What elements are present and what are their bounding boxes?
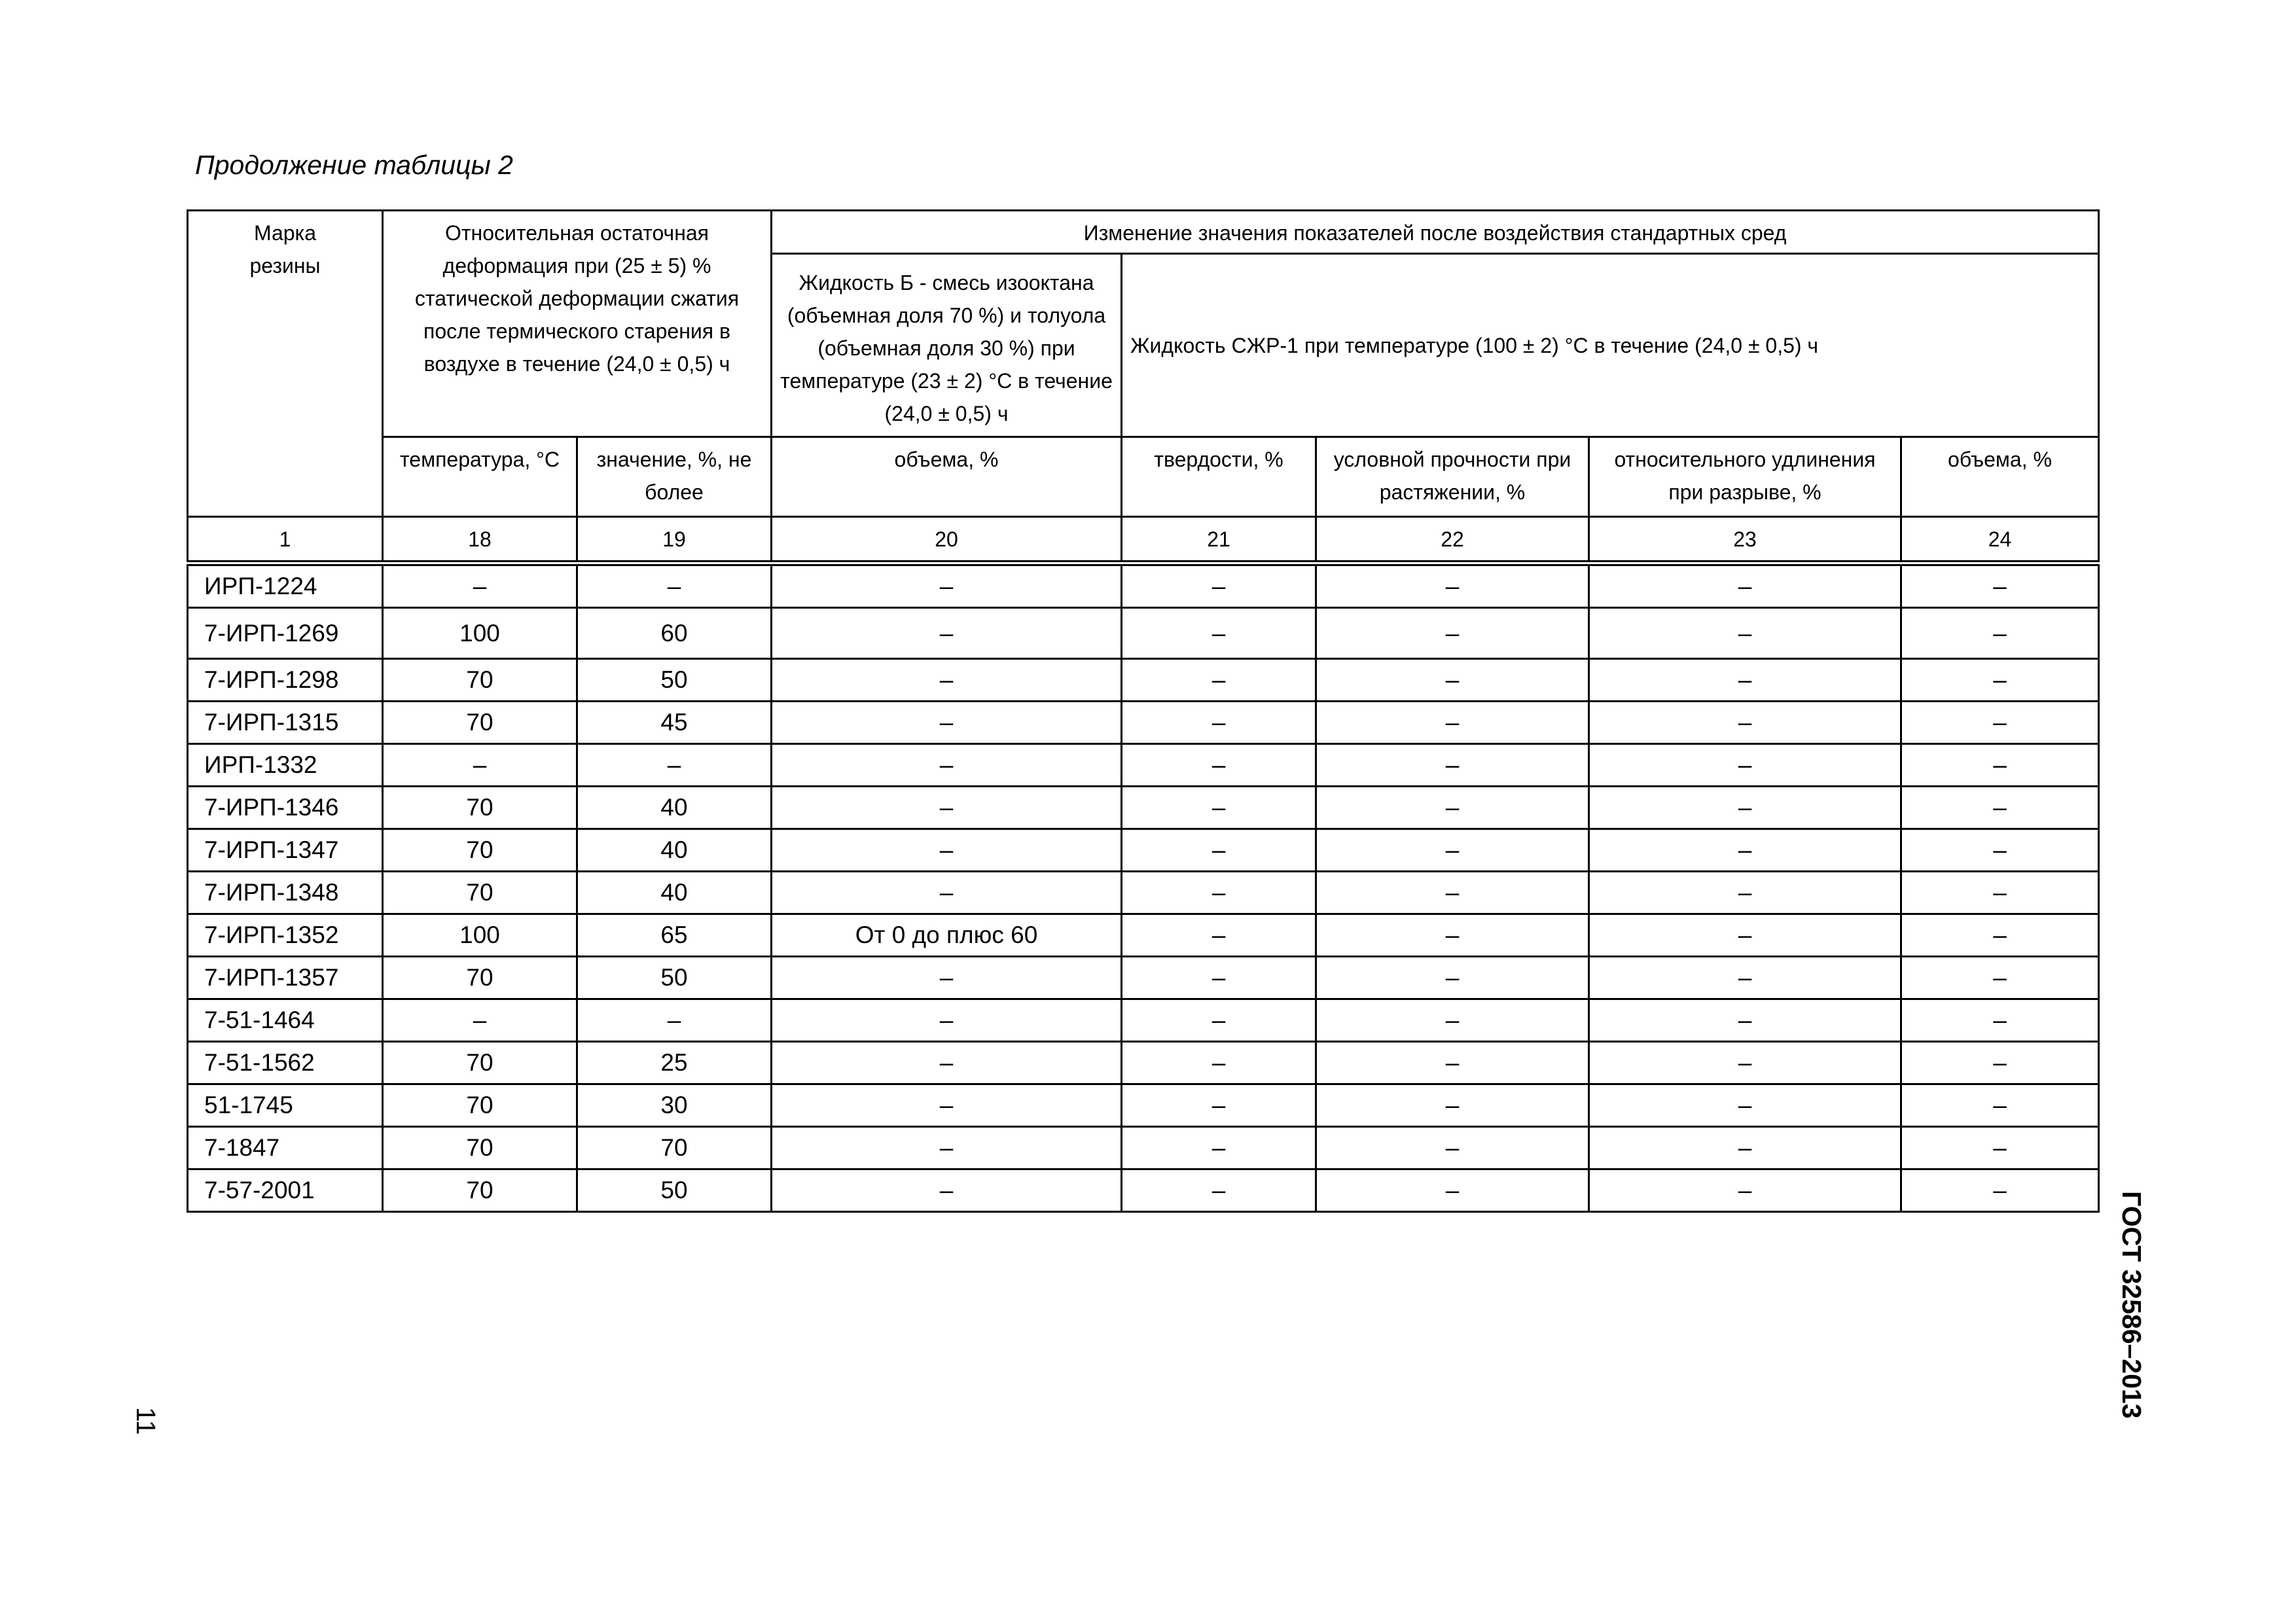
table-row [188,1084,2099,1127]
value-cell: – [1122,563,1316,608]
value-cell: 70 [383,702,577,744]
value-cell: – [1901,563,2099,608]
rubber-grade-cell: 7-57-2001 [188,1169,383,1212]
value-cell: – [1901,1169,2099,1212]
header-strength: условной прочности при растяжении, % [1316,437,1589,517]
value-cell: 70 [383,787,577,829]
value-cell: 100 [383,914,577,957]
value-cell: 45 [577,702,772,744]
value-cell: – [1901,608,2099,659]
rubber-grade-cell: 7-ИРП-1352 [188,914,383,957]
value-cell: – [1589,563,1901,608]
col-number: 22 [1316,517,1589,563]
table-row [188,1169,2099,1212]
value-cell: – [1316,999,1589,1042]
header-volume-b: объема, % [772,437,1122,517]
value-cell: – [1589,1084,1901,1127]
page-number: 11 [131,1407,161,1435]
table-row [188,1127,2099,1169]
table-row [188,957,2099,999]
value-cell: – [1316,914,1589,957]
value-cell: – [577,563,772,608]
value-cell: – [1122,1042,1316,1084]
value-cell: – [1589,957,1901,999]
value-cell: – [1901,744,2099,787]
value-cell: – [1316,1169,1589,1212]
value-cell: 70 [383,659,577,702]
value-cell: – [1901,1127,2099,1169]
rubber-grade-cell: 7-ИРП-1315 [188,702,383,744]
value-cell: – [1316,608,1589,659]
col-number: 1 [188,517,383,563]
value-cell: – [1589,999,1901,1042]
rubber-grade-cell: 7-51-1562 [188,1042,383,1084]
value-cell: – [772,744,1122,787]
value-cell: 50 [577,1169,772,1212]
rubber-grade-cell: 7-1847 [188,1127,383,1169]
header-elongation: относительного удлинения при разрыве, % [1589,437,1901,517]
value-cell: 40 [577,872,772,914]
value-cell: 70 [383,1127,577,1169]
value-cell: – [1316,702,1589,744]
value-cell: – [1901,659,2099,702]
col-number: 20 [772,517,1122,563]
column-number-row [188,517,2099,563]
value-cell: – [1589,914,1901,957]
rubber-grade-cell: 7-51-1464 [188,999,383,1042]
table-row [188,563,2099,608]
value-cell: 50 [577,957,772,999]
value-cell: – [1589,702,1901,744]
value-cell: 70 [577,1127,772,1169]
value-cell: – [1589,608,1901,659]
value-cell: – [1122,702,1316,744]
value-cell: – [772,563,1122,608]
value-cell: – [772,787,1122,829]
standard-designation: ГОСТ 32586–2013 [2117,1191,2147,1419]
value-cell: – [772,999,1122,1042]
col-number: 18 [383,517,577,563]
header-temp: температура, °С [383,437,577,517]
rubber-grade-cell: 51-1745 [188,1084,383,1127]
header-change-group: Изменение значения показателей после воздействия стандартных сред [772,211,2099,254]
value-cell: – [1122,829,1316,872]
value-cell: – [1589,1042,1901,1084]
table-row [188,999,2099,1042]
value-cell: 50 [577,659,772,702]
value-cell: – [1316,659,1589,702]
value-cell: – [383,999,577,1042]
table-row [188,787,2099,829]
value-cell: – [1589,787,1901,829]
value-cell: – [772,1127,1122,1169]
value-cell: – [1589,829,1901,872]
value-cell: – [1316,1084,1589,1127]
col-number: 23 [1589,517,1901,563]
value-cell: – [1122,957,1316,999]
value-cell: – [1316,744,1589,787]
value-cell: 65 [577,914,772,957]
value-cell: – [1901,914,2099,957]
value-cell: 70 [383,1042,577,1084]
value-cell: 40 [577,829,772,872]
header-hardness: твердости, % [1122,437,1316,517]
rubber-grade-cell: 7-ИРП-1357 [188,957,383,999]
value-cell: – [577,999,772,1042]
rubber-grade-cell: ИРП-1332 [188,744,383,787]
table-row [188,702,2099,744]
table-row [188,914,2099,957]
rubber-grade-cell: 7-ИРП-1298 [188,659,383,702]
value-cell: – [1316,957,1589,999]
value-cell: 30 [577,1084,772,1127]
header-mark: Марка резины [188,211,383,517]
value-cell: – [1122,1169,1316,1212]
value-cell: – [772,872,1122,914]
value-cell: – [772,1169,1122,1212]
value-cell: – [1122,1127,1316,1169]
value-cell: 70 [383,1084,577,1127]
value-cell: – [772,1084,1122,1127]
value-cell: – [772,659,1122,702]
value-cell: – [1589,744,1901,787]
value-cell: – [1122,787,1316,829]
value-cell: 70 [383,872,577,914]
table-row [188,744,2099,787]
value-cell: – [1122,659,1316,702]
value-cell: – [1589,872,1901,914]
value-cell: – [577,744,772,787]
table-row [188,608,2099,659]
rubber-grade-cell: 7-ИРП-1346 [188,787,383,829]
value-cell: 70 [383,957,577,999]
value-cell: – [1589,1127,1901,1169]
value-cell: – [383,563,577,608]
value-cell: 25 [577,1042,772,1084]
value-cell: – [1316,1042,1589,1084]
value-cell: – [1901,999,2099,1042]
value-cell: – [1122,608,1316,659]
header-liquid-szr: Жидкость СЖР-1 при температуре (100 ± 2) °С в течение (24,0 ± 0,5) ч [1122,254,2099,437]
value-cell: – [1316,563,1589,608]
value-cell: – [1589,1169,1901,1212]
header-value: значение, %, не более [577,437,772,517]
table-caption: Продолжение таблицы 2 [195,150,513,180]
value-cell: – [1122,744,1316,787]
value-cell: – [1901,957,2099,999]
value-cell: – [1589,659,1901,702]
header-deformation: Относительная остаточная деформация при (25 ± 5) % статической деформации сжатия после термического старения в воздухе в течение (24,0 ± 0,5) ч [383,211,772,437]
value-cell: 70 [383,1169,577,1212]
col-number: 19 [577,517,772,563]
value-cell: От 0 до плюс 60 [772,914,1122,957]
col-number: 21 [1122,517,1316,563]
rubber-grade-cell: ИРП-1224 [188,563,383,608]
table-row [188,1042,2099,1084]
value-cell: – [1316,829,1589,872]
value-cell: 60 [577,608,772,659]
value-cell: – [772,608,1122,659]
value-cell: – [772,1042,1122,1084]
value-cell: – [772,957,1122,999]
value-cell: – [1901,829,2099,872]
value-cell: – [383,744,577,787]
rubber-grade-cell: 7-ИРП-1347 [188,829,383,872]
value-cell: 70 [383,829,577,872]
value-cell: – [1316,872,1589,914]
rubber-grade-cell: 7-ИРП-1348 [188,872,383,914]
header-volume-szr: объема, % [1901,437,2099,517]
value-cell: – [1901,872,2099,914]
header-liquid-b: Жидкость Б - смесь изооктана (объемная доля 70 %) и толуола (объемная доля 30 %) при температуре (23 ± 2) °С в течение (24,0 ± 0,5) ч [772,254,1122,437]
value-cell: 100 [383,608,577,659]
value-cell: – [1901,1042,2099,1084]
value-cell: – [1122,914,1316,957]
value-cell: – [1316,787,1589,829]
rubber-grade-cell: 7-ИРП-1269 [188,608,383,659]
value-cell: – [1122,1084,1316,1127]
table-row [188,829,2099,872]
data-table [187,209,2100,1213]
value-cell: – [1901,702,2099,744]
value-cell: – [1122,872,1316,914]
value-cell: – [772,702,1122,744]
table-row [188,872,2099,914]
value-cell: – [772,829,1122,872]
value-cell: – [1901,1084,2099,1127]
value-cell: – [1122,999,1316,1042]
table-row [188,659,2099,702]
col-number: 24 [1901,517,2099,563]
value-cell: – [1316,1127,1589,1169]
value-cell: – [1901,787,2099,829]
value-cell: 40 [577,787,772,829]
